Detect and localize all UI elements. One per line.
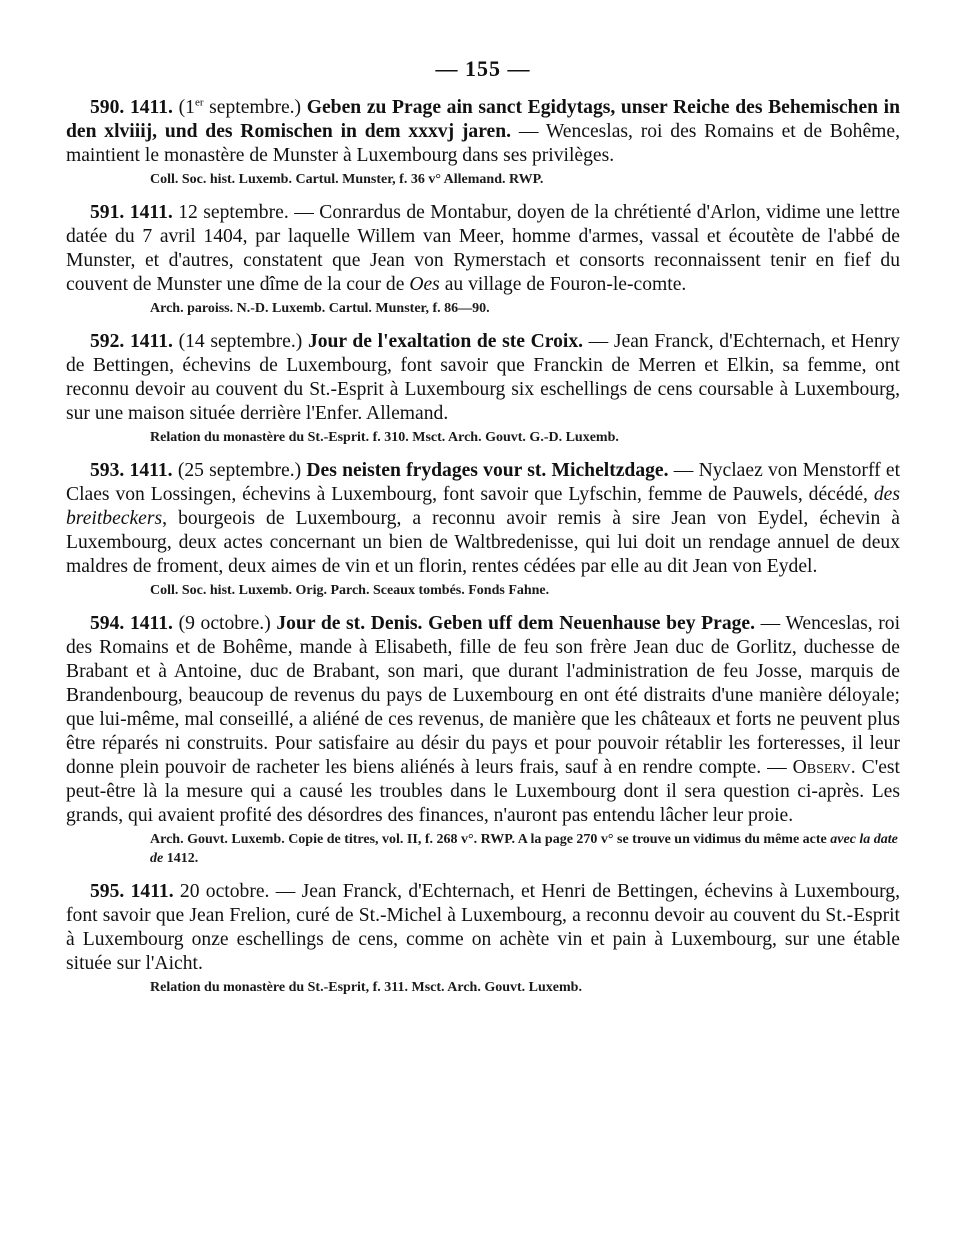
entry-text: — Wenceslas, roi des Romains et de Bohême, maintient le monastère de Munster à Luxembourg dans ses privilèges.	[66, 121, 900, 166]
entry-source: Arch. paroiss. N.-D. Luxemb. Cartul. Munster, f. 86—90.	[150, 301, 490, 316]
page-number: — 155 —	[435, 56, 531, 81]
entry-heading: Jour de l'exaltation de ste Croix.	[307, 331, 584, 352]
entry-heading: Des neisten frydages vour st. Micheltzdage.	[306, 460, 669, 481]
entry-italic-text: des breitbeckers	[66, 484, 900, 529]
entry-text: — Jean Franck, d'Echternach, et Henri de Bettingen, échevins à Luxembourg, font savoir que Jean Frelion, curé de St.-Michel à Luxembourg, a reconnu devoir au couvent du St.-Esprit à Luxembourg onze eschellings de cens, comme on achète vin et pain à Luxembourg, sur une étable située sur l'Aicht.	[66, 881, 900, 974]
entry-italic-text: Oes	[409, 274, 440, 295]
source-italic-text: avec la date de	[150, 832, 898, 866]
entry-text: — Nyclaez von Menstorff et Claes von Lossingen, échevins à Luxembourg, font savoir que Lyfschin, femme de Pauwels, décédé,	[66, 460, 901, 505]
entry-date-superscript: er	[194, 96, 204, 109]
source-text: Arch. Gouvt. Luxemb. Copie de titres, vol. II, f. 268 v°. RWP. A la page 270 v° se trouve un vidimus du même acte	[150, 832, 831, 847]
entry-year: 1411.	[129, 460, 173, 481]
entry-body	[66, 459, 900, 579]
entry-year: 1411.	[129, 331, 173, 352]
entry-year: 1411.	[130, 881, 174, 902]
entry-text: — Wenceslas, roi des Romains et de Bohême, mande à Elisabeth, fille de feu son frère Jean duc de Gorlitz, duchesse de Brabant et à Antoine, duc de Brabant, son mari, que durant l'administration de feu Josse, marquis de Brandenbourg, beaucoup de revenus du pays de Luxembourg en ont été distraits d'une manière déloyale; que lui-même, mal conseillé, a aliéné de ces revenus, de manière que les châteaux et forts ne peuvent plus être réparés ni construits. Pour satisfaire au désir du pays et pour pouvoir rétablir les forteresses, il leur donne plein pouvoir de racheter les biens aliénés à leurs frais, sauf à en rendre compte. —	[66, 613, 901, 778]
entry-date: (25 septembre.)	[177, 460, 302, 481]
entry-year: 1411.	[129, 613, 173, 634]
entry-593	[66, 459, 900, 600]
entry-text-continued: au village de Fouron-le-comte.	[439, 274, 687, 295]
entry-number: 590.	[90, 97, 125, 118]
entry-source: Coll. Soc. hist. Luxemb. Orig. Parch. Sceaux tombés. Fonds Fahne.	[150, 583, 550, 598]
entry-595	[66, 880, 900, 997]
entry-date: (9 octobre.)	[178, 613, 271, 634]
entry-source	[66, 830, 900, 868]
entry-number: 591.	[90, 202, 125, 223]
document-page	[66, 56, 900, 1009]
entry-number: 593.	[90, 460, 125, 481]
entry-body	[66, 96, 900, 168]
entry-590	[66, 96, 900, 189]
entry-date: (14 septembre.)	[178, 331, 303, 352]
entry-body	[66, 880, 900, 976]
entry-text: — Jean Franck, d'Echternach, et Henry de Bettingen, échevins de Luxembourg, font savoir que Franckin de Merren et Elkin, sa femme, ont reconnu devoir au couvent du St.-Esprit à Luxembourg six eschellings de cens coursable à Luxembourg, sur une maison située derrière l'Enfer. Allemand.	[66, 331, 900, 424]
entry-heading: Jour de st. Denis. Geben uff dem Neuenhause bey Prage.	[276, 613, 756, 634]
entry-source: Coll. Soc. hist. Luxemb. Cartul. Munster, f. 36 v° Allemand. RWP.	[150, 172, 544, 187]
entry-date-rest: septembre.)	[203, 97, 302, 118]
entry-date: (1	[178, 97, 195, 118]
entry-number: 595.	[90, 881, 125, 902]
entry-text: — Conrardus de Montabur, doyen de la chrétienté d'Arlon, vidime une lettre datée du 7 avril 1404, par laquelle Willem van Meer, homme d'armes, vassal et écoutète de l'abbé de Munster, et d'autres, constatent que Jean von Rymerstach et consorts reconnaissent tenir en fief du couvent de Munster une dîme de la cour de	[66, 202, 900, 295]
observation-label: Observ.	[792, 757, 856, 778]
entry-source: Relation du monastère du St.-Esprit. f. 310. Msct. Arch. Gouvt. G.-D. Luxemb.	[150, 430, 619, 445]
entry-heading: Geben zu Prage ain sanct Egidytags, unser Reiche des Behemischen in den xlviiij, und des Romischen in dem xxxvj jaren.	[66, 97, 901, 142]
entry-592	[66, 330, 900, 447]
entry-date: 12 septembre.	[178, 202, 289, 223]
entry-year: 1411.	[129, 202, 173, 223]
entry-body	[66, 201, 900, 297]
entry-number: 594.	[90, 613, 125, 634]
source-text-continued: 1412.	[163, 851, 199, 866]
entry-year: 1411.	[129, 97, 173, 118]
entry-591	[66, 201, 900, 318]
entry-source: Relation du monastère du St.-Esprit, f. 311. Msct. Arch. Gouvt. Luxemb.	[150, 980, 582, 995]
entry-text-continued: C'est peut-être là la mesure qui a causé les troubles dans le Luxembourg dont il sera question ci-après. Les grands, qui avaient profité des désordres des finances, n'auront pas entendu lâcher leur proie.	[66, 757, 900, 826]
entry-body	[66, 330, 900, 426]
entry-number: 592.	[90, 331, 125, 352]
entry-body	[66, 612, 900, 828]
entry-594	[66, 612, 900, 868]
entry-text-continued: , bourgeois de Luxembourg, a reconnu avoir remis à sire Jean von Eydel, échevin à Luxembourg, deux actes concernant un bien de Waltbredenisse, qui lui doit un rendage annuel de deux maldres de froment, deux aimes de vin et un florin, rentes cédées par elle au dit Jean von Eydel.	[66, 508, 900, 577]
entry-date: 20 octobre.	[179, 881, 270, 902]
